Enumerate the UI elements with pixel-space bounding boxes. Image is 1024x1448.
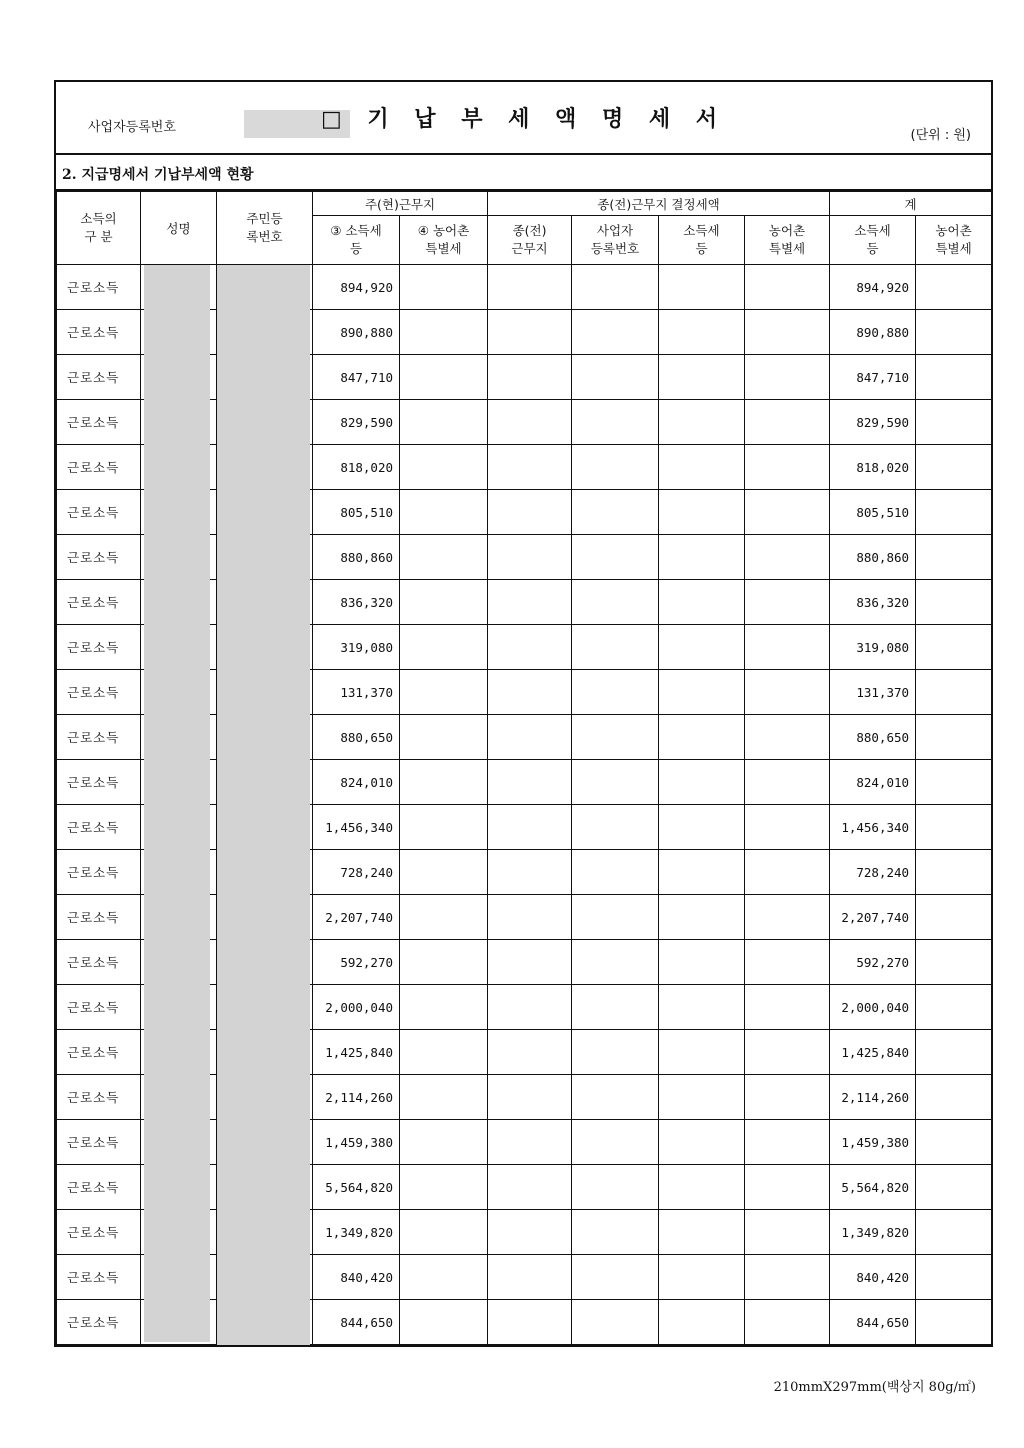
current-rural-cell — [400, 580, 488, 625]
prev-tax-cell — [659, 625, 745, 670]
total-rural-cell — [916, 355, 992, 400]
prev-tax-cell — [659, 355, 745, 400]
prev-work-cell — [488, 985, 572, 1030]
prev-work-cell — [488, 1165, 572, 1210]
income-type-cell: 근로소득 — [57, 625, 141, 670]
prev-rural-cell — [745, 1300, 830, 1345]
total-tax-cell: 5,564,820 — [830, 1165, 916, 1210]
income-type-cell: 근로소득 — [57, 985, 141, 1030]
current-tax-cell: 131,370 — [313, 670, 400, 715]
section-title: 2. 지급명세서 기납부세액 현황 — [62, 167, 254, 183]
prev-tax-cell — [659, 1120, 745, 1165]
total-tax-cell: 2,207,740 — [830, 895, 916, 940]
prev-rural-cell — [745, 1255, 830, 1300]
current-tax-cell: 2,000,040 — [313, 985, 400, 1030]
current-rural-cell — [400, 1255, 488, 1300]
header-total-rural: 농어촌 특별세 — [916, 216, 992, 265]
current-rural-cell — [400, 670, 488, 715]
current-tax-cell: 805,510 — [313, 490, 400, 535]
total-rural-cell — [916, 1120, 992, 1165]
prev-bizno-cell — [572, 1120, 659, 1165]
total-rural-cell — [916, 1210, 992, 1255]
prev-work-cell — [488, 895, 572, 940]
prev-work-cell — [488, 445, 572, 490]
income-type-cell: 근로소득 — [57, 1255, 141, 1300]
income-type-cell: 근로소득 — [57, 580, 141, 625]
prev-work-cell — [488, 805, 572, 850]
total-tax-cell: 592,270 — [830, 940, 916, 985]
current-rural-cell — [400, 850, 488, 895]
prev-work-cell — [488, 715, 572, 760]
current-tax-cell: 1,425,840 — [313, 1030, 400, 1075]
section-header — [56, 155, 991, 191]
prev-work-cell — [488, 580, 572, 625]
total-rural-cell — [916, 580, 992, 625]
prev-work-cell — [488, 400, 572, 445]
prev-rural-cell — [745, 490, 830, 535]
prev-tax-cell — [659, 535, 745, 580]
total-tax-cell: 894,920 — [830, 265, 916, 310]
current-tax-cell: 592,270 — [313, 940, 400, 985]
current-rural-cell — [400, 1120, 488, 1165]
income-type-cell: 근로소득 — [57, 490, 141, 535]
total-rural-cell — [916, 445, 992, 490]
current-rural-cell — [400, 265, 488, 310]
current-tax-cell: 836,320 — [313, 580, 400, 625]
header-prev-tax: 소득세 등 — [659, 216, 745, 265]
income-type-cell: 근로소득 — [57, 1120, 141, 1165]
total-rural-cell — [916, 985, 992, 1030]
income-type-cell: 근로소득 — [57, 1210, 141, 1255]
prev-rural-cell — [745, 895, 830, 940]
header-current-workplace: 주(현)근무지 — [313, 192, 488, 216]
total-tax-cell: 829,590 — [830, 400, 916, 445]
unit-label: (단위 : 원) — [910, 128, 971, 143]
prev-tax-cell — [659, 850, 745, 895]
income-type-cell: 근로소득 — [57, 445, 141, 490]
prev-rural-cell — [745, 985, 830, 1030]
prev-bizno-cell — [572, 1210, 659, 1255]
current-rural-cell — [400, 1300, 488, 1345]
prev-work-cell — [488, 535, 572, 580]
prev-bizno-cell — [572, 715, 659, 760]
current-tax-cell: 844,650 — [313, 1300, 400, 1345]
total-rural-cell — [916, 1165, 992, 1210]
prev-rural-cell — [745, 940, 830, 985]
total-tax-cell: 840,420 — [830, 1255, 916, 1300]
total-rural-cell — [916, 535, 992, 580]
total-rural-cell — [916, 400, 992, 445]
header-prev-bizno: 사업자 등록번호 — [572, 216, 659, 265]
current-rural-cell — [400, 490, 488, 535]
prev-work-cell — [488, 670, 572, 715]
total-tax-cell: 2,000,040 — [830, 985, 916, 1030]
total-rural-cell — [916, 850, 992, 895]
total-tax-cell: 824,010 — [830, 760, 916, 805]
prev-bizno-cell — [572, 1300, 659, 1345]
prev-bizno-cell — [572, 670, 659, 715]
current-tax-cell: 5,564,820 — [313, 1165, 400, 1210]
prev-rural-cell — [745, 760, 830, 805]
total-tax-cell: 131,370 — [830, 670, 916, 715]
total-tax-cell: 836,320 — [830, 580, 916, 625]
prev-bizno-cell — [572, 355, 659, 400]
total-tax-cell: 1,459,380 — [830, 1120, 916, 1165]
income-type-cell: 근로소득 — [57, 670, 141, 715]
prev-tax-cell — [659, 445, 745, 490]
prev-work-cell — [488, 265, 572, 310]
current-rural-cell — [400, 445, 488, 490]
form-header — [56, 82, 991, 155]
total-tax-cell: 1,349,820 — [830, 1210, 916, 1255]
current-tax-cell: 1,456,340 — [313, 805, 400, 850]
total-rural-cell — [916, 265, 992, 310]
current-tax-cell: 880,650 — [313, 715, 400, 760]
prev-work-cell — [488, 760, 572, 805]
header-current-tax: ③ 소득세 등 — [313, 216, 400, 265]
prev-tax-cell — [659, 1030, 745, 1075]
prev-bizno-cell — [572, 310, 659, 355]
prev-bizno-cell — [572, 400, 659, 445]
prev-rural-cell — [745, 310, 830, 355]
prev-bizno-cell — [572, 265, 659, 310]
total-rural-cell — [916, 760, 992, 805]
income-type-cell: 근로소득 — [57, 265, 141, 310]
prev-tax-cell — [659, 895, 745, 940]
prev-bizno-cell — [572, 805, 659, 850]
prev-bizno-cell — [572, 535, 659, 580]
header-total-tax: 소득세 등 — [830, 216, 916, 265]
prev-bizno-cell — [572, 985, 659, 1030]
total-rural-cell — [916, 1075, 992, 1120]
prev-work-cell — [488, 1120, 572, 1165]
total-tax-cell: 847,710 — [830, 355, 916, 400]
prev-bizno-cell — [572, 1030, 659, 1075]
income-type-cell: 근로소득 — [57, 1030, 141, 1075]
current-tax-cell: 2,114,260 — [313, 1075, 400, 1120]
total-rural-cell — [916, 670, 992, 715]
current-tax-cell: 818,020 — [313, 445, 400, 490]
total-tax-cell: 1,425,840 — [830, 1030, 916, 1075]
prev-tax-cell — [659, 1255, 745, 1300]
prev-rural-cell — [745, 445, 830, 490]
business-reg-label: 사업자등록번호 — [88, 120, 176, 135]
rrn-column-redacted — [217, 265, 310, 1345]
current-tax-cell: 1,459,380 — [313, 1120, 400, 1165]
current-rural-cell — [400, 310, 488, 355]
current-rural-cell — [400, 355, 488, 400]
prev-tax-cell — [659, 310, 745, 355]
prev-rural-cell — [745, 670, 830, 715]
prev-work-cell — [488, 490, 572, 535]
prev-tax-cell — [659, 265, 745, 310]
income-type-cell: 근로소득 — [57, 310, 141, 355]
total-rural-cell — [916, 310, 992, 355]
header-rrn: 주민등 록번호 — [217, 192, 313, 265]
current-rural-cell — [400, 535, 488, 580]
income-type-cell: 근로소득 — [57, 1075, 141, 1120]
current-rural-cell — [400, 805, 488, 850]
prev-tax-cell — [659, 490, 745, 535]
current-rural-cell — [400, 1210, 488, 1255]
prev-tax-cell — [659, 985, 745, 1030]
total-tax-cell: 728,240 — [830, 850, 916, 895]
prev-work-cell — [488, 1300, 572, 1345]
name-column-redacted — [144, 265, 210, 1342]
header-income-type: 소득의 구 분 — [57, 192, 141, 265]
prev-rural-cell — [745, 1165, 830, 1210]
income-type-cell: 근로소득 — [57, 895, 141, 940]
income-type-cell: 근로소득 — [57, 535, 141, 580]
income-type-cell: 근로소득 — [57, 760, 141, 805]
prev-bizno-cell — [572, 1255, 659, 1300]
current-tax-cell: 847,710 — [313, 355, 400, 400]
current-rural-cell — [400, 985, 488, 1030]
current-tax-cell: 1,349,820 — [313, 1210, 400, 1255]
prev-work-cell — [488, 1030, 572, 1075]
prev-rural-cell — [745, 1075, 830, 1120]
prev-work-cell — [488, 850, 572, 895]
paper-spec: 210mmX297mm(백상지 80g/㎡) — [773, 1380, 976, 1395]
total-rural-cell — [916, 895, 992, 940]
prev-rural-cell — [745, 625, 830, 670]
prev-work-cell — [488, 625, 572, 670]
current-rural-cell — [400, 760, 488, 805]
prev-work-cell — [488, 355, 572, 400]
total-tax-cell: 805,510 — [830, 490, 916, 535]
header-name: 성명 — [141, 192, 217, 265]
prev-rural-cell — [745, 805, 830, 850]
total-rural-cell — [916, 490, 992, 535]
income-type-cell: 근로소득 — [57, 1165, 141, 1210]
total-rural-cell — [916, 1030, 992, 1075]
current-tax-cell: 840,420 — [313, 1255, 400, 1300]
prev-tax-cell — [659, 940, 745, 985]
prev-bizno-cell — [572, 445, 659, 490]
current-tax-cell: 2,207,740 — [313, 895, 400, 940]
prev-tax-cell — [659, 580, 745, 625]
prev-rural-cell — [745, 580, 830, 625]
total-tax-cell: 890,880 — [830, 310, 916, 355]
current-rural-cell — [400, 1030, 488, 1075]
income-type-cell: 근로소득 — [57, 715, 141, 760]
income-type-cell: 근로소득 — [57, 400, 141, 445]
current-rural-cell — [400, 400, 488, 445]
header-previous-workplace: 종(전)근무지 결정세액 — [488, 192, 830, 216]
current-rural-cell — [400, 1165, 488, 1210]
total-tax-cell: 319,080 — [830, 625, 916, 670]
prev-tax-cell — [659, 805, 745, 850]
current-rural-cell — [400, 1075, 488, 1120]
prev-work-cell — [488, 1255, 572, 1300]
prev-bizno-cell — [572, 625, 659, 670]
prev-work-cell — [488, 310, 572, 355]
header-prev-rural: 농어촌 특별세 — [745, 216, 830, 265]
prev-bizno-cell — [572, 490, 659, 535]
header-total: 계 — [830, 192, 992, 216]
prev-tax-cell — [659, 1210, 745, 1255]
prev-rural-cell — [745, 400, 830, 445]
total-rural-cell — [916, 940, 992, 985]
prev-work-cell — [488, 1075, 572, 1120]
total-rural-cell — [916, 805, 992, 850]
total-tax-cell: 880,650 — [830, 715, 916, 760]
prev-rural-cell — [745, 715, 830, 760]
prev-rural-cell — [745, 1030, 830, 1075]
current-rural-cell — [400, 625, 488, 670]
prev-rural-cell — [745, 535, 830, 580]
current-tax-cell: 824,010 — [313, 760, 400, 805]
current-rural-cell — [400, 940, 488, 985]
document-title: □ 기 납 부 세 액 명 세 서 — [320, 106, 727, 132]
header-prev-work: 종(전) 근무지 — [488, 216, 572, 265]
total-tax-cell: 1,456,340 — [830, 805, 916, 850]
total-tax-cell: 880,860 — [830, 535, 916, 580]
total-tax-cell: 2,114,260 — [830, 1075, 916, 1120]
prev-tax-cell — [659, 1075, 745, 1120]
prev-tax-cell — [659, 670, 745, 715]
current-tax-cell: 319,080 — [313, 625, 400, 670]
prev-bizno-cell — [572, 850, 659, 895]
prev-bizno-cell — [572, 1165, 659, 1210]
income-type-cell: 근로소득 — [57, 355, 141, 400]
prev-bizno-cell — [572, 760, 659, 805]
current-tax-cell: 894,920 — [313, 265, 400, 310]
total-rural-cell — [916, 1255, 992, 1300]
prev-bizno-cell — [572, 940, 659, 985]
current-tax-cell: 829,590 — [313, 400, 400, 445]
prev-rural-cell — [745, 850, 830, 895]
total-rural-cell — [916, 715, 992, 760]
current-rural-cell — [400, 895, 488, 940]
form-frame — [54, 80, 993, 1347]
prev-bizno-cell — [572, 580, 659, 625]
current-tax-cell: 890,880 — [313, 310, 400, 355]
current-rural-cell — [400, 715, 488, 760]
total-tax-cell: 844,650 — [830, 1300, 916, 1345]
prev-bizno-cell — [572, 1075, 659, 1120]
prev-tax-cell — [659, 760, 745, 805]
income-type-cell: 근로소득 — [57, 850, 141, 895]
prev-rural-cell — [745, 1120, 830, 1165]
current-tax-cell: 728,240 — [313, 850, 400, 895]
prev-rural-cell — [745, 1210, 830, 1255]
header-current-rural: ④ 농어촌 특별세 — [400, 216, 488, 265]
current-tax-cell: 880,860 — [313, 535, 400, 580]
income-type-cell: 근로소득 — [57, 1300, 141, 1345]
prev-tax-cell — [659, 715, 745, 760]
total-rural-cell — [916, 1300, 992, 1345]
prev-work-cell — [488, 1210, 572, 1255]
total-tax-cell: 818,020 — [830, 445, 916, 490]
income-type-cell: 근로소득 — [57, 805, 141, 850]
prev-tax-cell — [659, 1300, 745, 1345]
prev-work-cell — [488, 940, 572, 985]
prev-rural-cell — [745, 265, 830, 310]
total-rural-cell — [916, 625, 992, 670]
prev-tax-cell — [659, 1165, 745, 1210]
prev-bizno-cell — [572, 895, 659, 940]
income-type-cell: 근로소득 — [57, 940, 141, 985]
prev-rural-cell — [745, 355, 830, 400]
prev-tax-cell — [659, 400, 745, 445]
